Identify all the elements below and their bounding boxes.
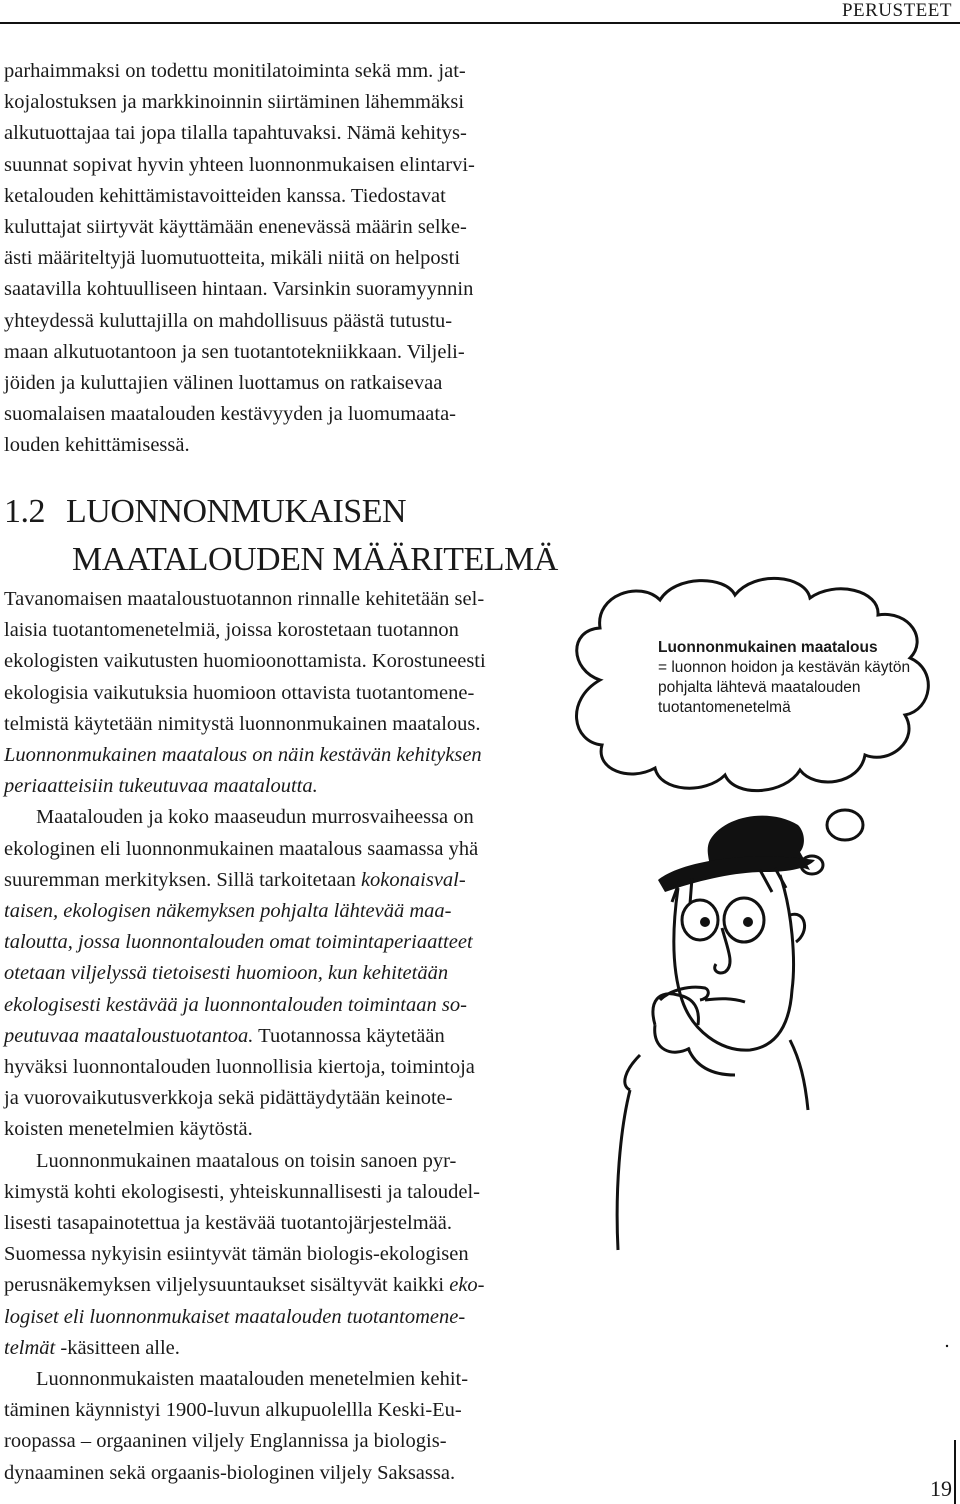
paragraph-line-italic: Luonnonmukainen maatalous on näin kestävän kehityksen — [4, 744, 482, 767]
paragraph-line: ekologisia vaikutuksia huomioon ottavista tuotantomene- — [4, 681, 475, 704]
paragraph-line-italic: taisen, ekologisen näkemyksen pohjalta lähtevää maa- — [4, 900, 452, 923]
paragraph-line: roopassa – orgaaninen viljely Englannissa ja biologis- — [4, 1430, 447, 1453]
paragraph-4 — [4, 1364, 546, 1489]
intro-line: jöiden ja kuluttajien välinen luottamus on ratkaisevaa — [4, 372, 443, 395]
intro-line: parhaimmaksi on todettu monitilatoiminta sekä mm. jat- — [4, 60, 466, 82]
definition-term: Luonnonmukainen maatalous — [658, 639, 878, 656]
paragraph-line: ja vuorovaikutusverkkoja sekä pidättäydytään keinote- — [4, 1087, 453, 1110]
paragraph-line: laisia tuotantomenetelmiä, joissa korostetaan tuotannon — [4, 619, 459, 642]
paragraph-line-italic: eko- — [449, 1274, 485, 1297]
paragraph-line: Luonnonmukaisten maatalouden menetelmien kehit- — [36, 1368, 469, 1391]
intro-paragraph — [4, 56, 546, 462]
paragraph-line: täminen käynnistyi 1900-luvun alkupuolellla Keski-Eu- — [4, 1399, 462, 1422]
paragraph-line: lisesti tasapainotettua ja kestävää tuotantojärjestelmää. — [4, 1212, 452, 1235]
header-rule — [0, 22, 960, 24]
thought-bubble-large — [827, 810, 863, 840]
page-corner-rule — [954, 1440, 956, 1504]
paragraph-line: kimystä kohti ekologisesti, yhteiskunnallisesti ja taloudel- — [4, 1180, 480, 1203]
hand-icon — [653, 987, 708, 1052]
paragraph-line: -käsitteen alle. — [55, 1336, 180, 1359]
intro-line: ketalouden kehittämistavoitteiden kanssa. Tiedostavat — [4, 184, 446, 207]
paragraph-line: koisten menetelmien käytöstä. — [4, 1118, 253, 1141]
intro-line: kuluttajat siirtyvät käyttämään enenevässä määrin selke- — [4, 216, 467, 239]
definition-line-1: = luonnon hoidon ja kestävän käytön — [658, 659, 911, 676]
intro-line: suomalaisen maatalouden kestävyyden ja luomumaata- — [4, 403, 456, 426]
section-title-line2: MAATALOUDEN MÄÄRITELMÄ — [72, 541, 558, 578]
paragraph-line-italic: telmät — [4, 1336, 56, 1359]
paragraph-line-italic: ekologisesti kestävää ja luonnontalouden toimintaan so- — [4, 993, 467, 1016]
intro-line: ästi määriteltyjä luomutuotteita, mikäli niitä on helposti — [4, 247, 461, 270]
paragraph-line-italic: otetaan viljelyssä tietoisesti huomioon, kun kehitetään — [4, 962, 449, 985]
paragraph-line: Maatalouden ja koko maaseudun murrosvaiheessa on — [36, 806, 474, 829]
paragraph-2 — [4, 802, 546, 1145]
paragraph-line-italic: kokonaisval- — [360, 868, 466, 891]
left-eye — [682, 900, 718, 940]
paragraph-line: Suomessa nykyisin esiintyvät tämän biologis-ekologisen — [4, 1243, 469, 1266]
paragraph-1 — [4, 584, 546, 802]
section-number: 1.2 — [4, 493, 45, 530]
intro-line: kojalostuksen ja markkinoinnin siirtäminen lähemmäksi — [4, 91, 465, 114]
paragraph-line: Luonnonmukainen maatalous on toisin sanoen pyr- — [36, 1149, 457, 1172]
paragraph-line: ekologinen eli luonnonmukainen maatalous saamassa yhä — [4, 837, 479, 860]
section-title-line1: LUONNONMUKAISEN — [66, 493, 407, 530]
paragraph-line: hyväksi luonnontalouden luonnollisia kiertoja, toimintoja — [4, 1056, 475, 1079]
intro-line: maan alkutuotantoon ja sen tuotantotekniikkaan. Viljeli- — [4, 340, 465, 363]
paragraph-line-italic: taloutta, jossa luonnontalouden omat toimintaperiaatteet — [4, 931, 473, 954]
paragraph-line: telmistä käytetään nimitystä luonnonmukainen maatalous. — [4, 712, 481, 735]
definition-bubble-text — [658, 638, 928, 718]
paragraph-line: ekologisten vaikutusten huomioonottamista. Korostuneesti — [4, 650, 486, 673]
definition-line-3: tuotantomenetelmä — [658, 699, 791, 716]
paragraph-line: dynaaminen sekä orgaanis-biologinen viljely Saksassa. — [4, 1461, 456, 1484]
definition-line-2: pohjalta lähtevä maatalouden — [658, 679, 861, 696]
intro-line: yhteydessä kuluttajilla on mahdollisuus päästä tutustu- — [4, 309, 453, 332]
intro-line: saatavilla kohtuulliseen hintaan. Varsinkin suoramyynnin — [4, 278, 474, 301]
paragraph-line: suuremman merkityksen. Sillä tarkoitetaan — [4, 868, 361, 891]
paragraph-3 — [4, 1146, 546, 1364]
paragraph-line: Tuotannossa käytetään — [253, 1024, 445, 1047]
paragraph-line-italic: periaatteisiin tukeutuvaa maataloutta. — [4, 775, 318, 798]
section-label: PERUSTEET — [841, 0, 952, 21]
intro-line: suunnat sopivat hyvin yhteen luonnonmukaisen elintarvi- — [4, 153, 475, 176]
section-heading — [4, 488, 564, 584]
page-number: 19 — [930, 1476, 952, 1501]
paragraph-line: Tavanomaisen maataloustuotannon rinnalle kehitetään sel- — [4, 588, 485, 610]
paragraph-line: perusnäkemyksen viljelysuuntaukset sisältyvät kaikki — [4, 1274, 450, 1297]
intro-line: louden kehittämisessä. — [4, 434, 190, 457]
paragraph-line-italic: peutuvaa maataloustuotantoa. — [4, 1024, 254, 1047]
body-text — [4, 584, 546, 1489]
intro-line: alkutuottajaa tai jopa tilalla tapahtuvaksi. Nämä kehitys- — [4, 122, 467, 145]
body-outline — [617, 1040, 808, 1250]
paragraph-line-italic: logiset eli luonnonmukaiset maatalouden tuotantomene- — [4, 1305, 466, 1328]
